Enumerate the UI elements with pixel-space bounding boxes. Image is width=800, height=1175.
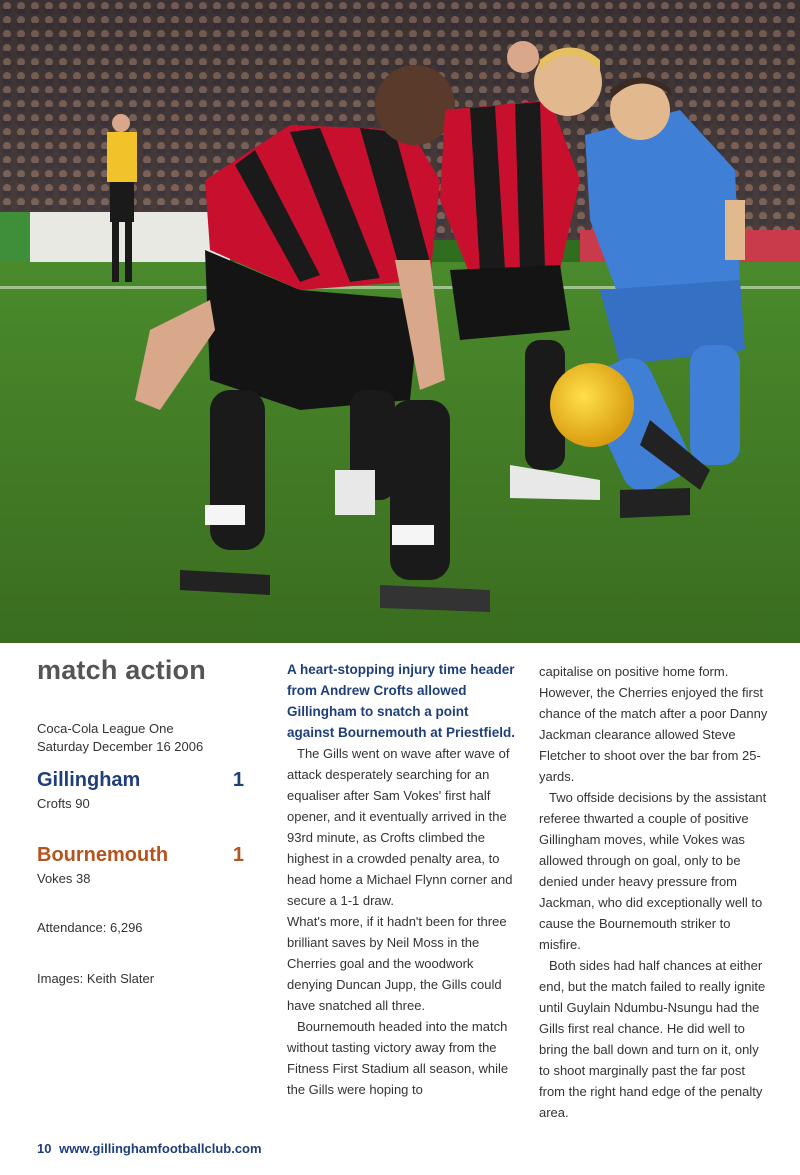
away-team-name: Bournemouth	[37, 844, 169, 866]
page-footer	[37, 1141, 262, 1156]
match-date: Saturday December 16 2006	[37, 739, 204, 754]
home-team-name: Gillingham	[37, 769, 141, 791]
home-team-scorers: Crofts 90	[37, 796, 90, 811]
paragraph: Two offside decisions by the assistant referee thwarted a couple of positive Gillingham moves, while Vokes was allowed through on goal, only to be denied under heavy pressure from Jackman, who did exceptionally well to cause the Bournemouth striker to misfire.	[539, 790, 767, 952]
paragraph: Bournemouth headed into the match without tasting victory away from the Fitness First Stadium all season, while the Gills were hoping to	[287, 1019, 509, 1097]
page-number: 10	[37, 1141, 52, 1156]
article-column-3	[539, 661, 771, 1123]
paragraph: Both sides had half chances at either end, but the match failed to really ignite until Guylain Ndumbu-Nsungu had the Gills first real chance. He did well to bring the ball down and turn on it, only to shoot marginally past the far post from the right hand edge of the penalty area.	[539, 958, 766, 1120]
paragraph: The Gills went on wave after wave of attack desperately searching for an equaliser after Sam Vokes' first half opener, and it eventually arrived in the 93rd minute, as Crofts climbed the highest in a crowded penalty area, to head home a Michael Flynn corner and secure a 1-1 draw.	[287, 746, 513, 908]
attendance: Attendance: 6,296	[37, 920, 143, 935]
section-title: match action	[37, 655, 206, 685]
away-team-score: 1	[232, 844, 244, 866]
competition-name: Coca-Cola League One	[37, 721, 174, 736]
home-team-score: 1	[232, 769, 244, 791]
standfirst: A heart-stopping injury time header from Andrew Crofts allowed Gillingham to snatch a point against Bournemouth at Priestfield.	[287, 662, 516, 740]
images-credit: Images: Keith Slater	[37, 971, 155, 986]
away-team-row	[37, 844, 252, 867]
article-column-2	[287, 659, 519, 1100]
match-meta	[37, 720, 203, 756]
away-team-scorers: Vokes 38	[37, 871, 91, 886]
home-team-row	[37, 769, 252, 792]
website-link[interactable]: www.gillinghamfootballclub.com	[59, 1141, 262, 1156]
paragraph: What's more, if it hadn't been for three brilliant saves by Neil Moss in the Cherries goal and the woodwork denying Duncan Jupp, the Gills could have snatched all three.	[287, 914, 507, 1013]
paragraph: capitalise on positive home form. However, the Cherries enjoyed the first chance of the match after a poor Danny Jackman clearance allowed Steve Fletcher to shoot over the bar from 25-yards.	[539, 664, 768, 784]
